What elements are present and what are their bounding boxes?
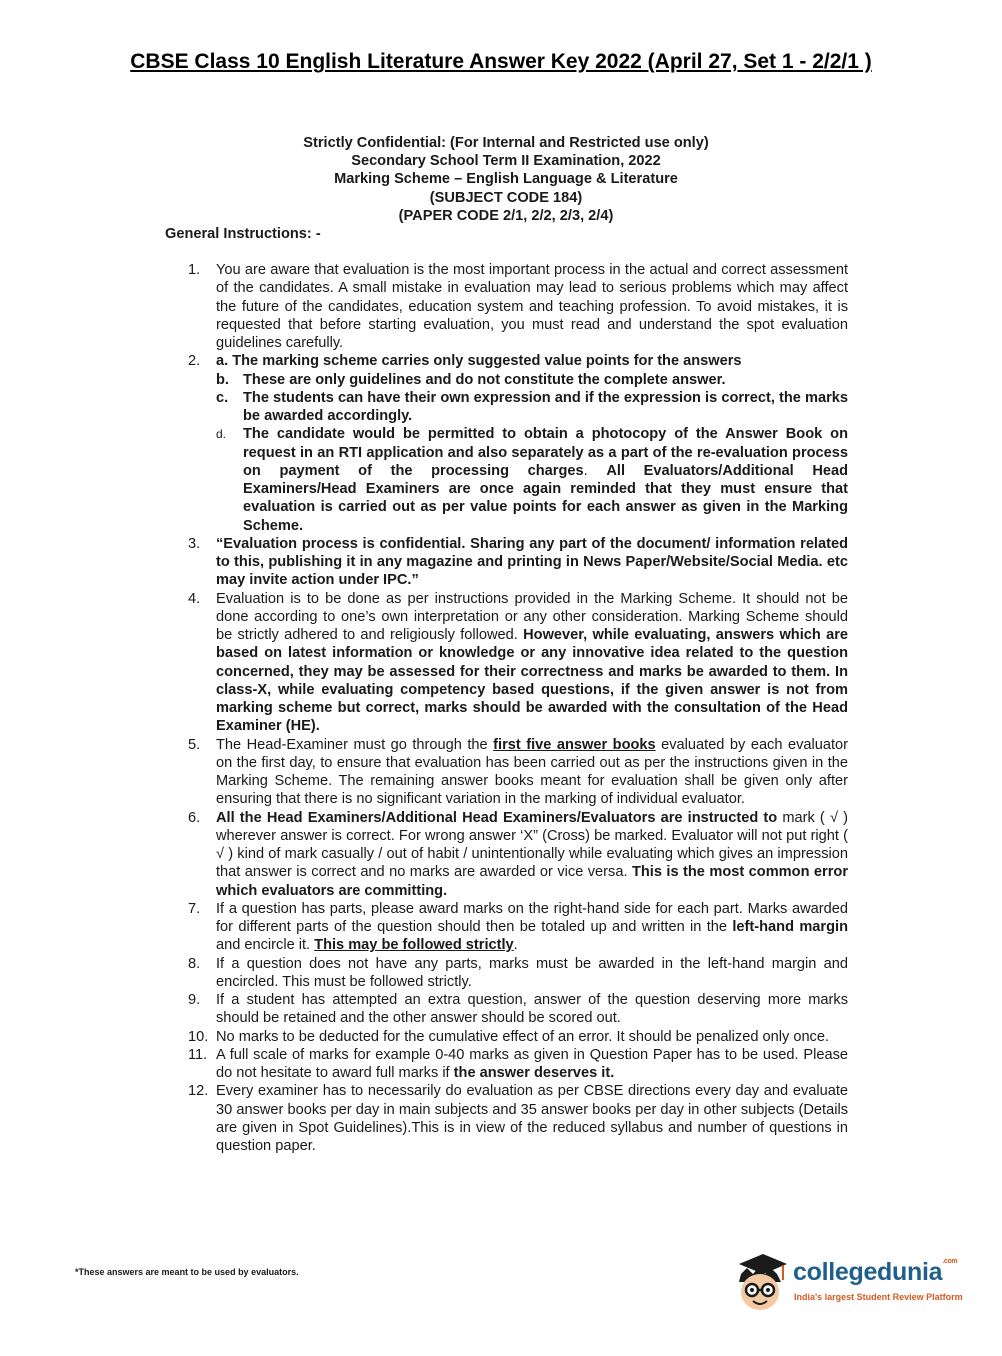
item-number: 11.	[188, 1046, 208, 1063]
collegedunia-logo[interactable]	[733, 1252, 963, 1318]
item-text: Every examiner has to necessarily do evaluation as per CBSE directions every day and evaluate 30 answer books per day in main subjects and 35 answer books per day in other subjects (Details are given in Spot Guidelines).This is in view of the reduced syllabus and number of questions in question paper.	[216, 1083, 848, 1154]
item-number: 1.	[188, 262, 201, 278]
list-item	[188, 1028, 848, 1046]
sub-item-d: d. The candidate would be permitted to obtain a photocopy of the Answer Book on request in an RTI application and also separately as a part of the re-evaluation process on payment of the processing charges. All Evaluators/Additional Head Examiners/Head Examiners are once again reminded that they must ensure that evaluation is carried out as per value points for each answer as given in the Marking Scheme.	[216, 426, 849, 534]
item-number: 12.	[188, 1083, 209, 1100]
general-instructions-heading: General Instructions: -	[165, 226, 321, 242]
list-item	[188, 352, 848, 535]
item-text: No marks to be deducted for the cumulative effect of an error. It should be penalized only once.	[216, 1028, 830, 1045]
document-title: CBSE Class 10 English Literature Answer Key 2022 (April 27, Set 1 - 2/2/1 )	[130, 50, 872, 73]
marking-scheme-header	[0, 134, 1002, 225]
item-number: 3.	[188, 535, 201, 552]
list-item	[188, 736, 848, 809]
list-item	[188, 1082, 848, 1155]
item-text: If a question does not have any parts, marks must be awarded in the left-hand margin and encircled. This must be followed strictly.	[216, 955, 848, 990]
item-text: A full scale of marks for example 0-40 marks as given in Question Paper has to be used. Please do not hesitate to award full marks if the answer deserves it.	[216, 1046, 848, 1081]
header-confidential: Strictly Confidential: (For Internal and Restricted use only)	[303, 135, 709, 151]
item-number: 4.	[188, 590, 201, 607]
item-number: 7.	[188, 900, 201, 917]
item-text: If a question has parts, please award marks on the right-hand side for each part. Marks awarded for different parts of the question should then be totaled up and written in the left-hand margin and encircle it. This may be followed strictly.	[216, 900, 848, 954]
list-item	[188, 900, 848, 955]
header-marking-scheme: Marking Scheme – English Language & Literature	[334, 171, 678, 188]
header-exam: Secondary School Term II Examination, 2022	[351, 153, 661, 170]
header-paper-code: (PAPER CODE 2/1, 2/2, 2/3, 2/4)	[398, 207, 614, 224]
sub-item-b: b. These are only guidelines and do not constitute the complete answer.	[216, 371, 726, 388]
item-number: 2.	[188, 353, 201, 370]
item-text: If a student has attempted an extra question, answer of the question deserving more marks should be retained and the other answer should be scored out.	[216, 992, 848, 1027]
list-item	[188, 1046, 848, 1083]
item-text: “Evaluation process is confidential. Sharing any part of the document/ information related to this, publishing it in any magazine and printing in News Paper/Website/Social Media. etc may invite action under IPC.”	[216, 535, 848, 589]
list-item	[188, 809, 848, 900]
logo-wordmark: collegedunia$^{.com}$	[793, 1258, 958, 1286]
instructions-list	[188, 261, 848, 1155]
list-item	[188, 991, 848, 1028]
sub-item-c: c. The students can have their own expression and if the expression is correct, the marks be awarded accordingly.	[216, 389, 848, 424]
item-number: 10.	[188, 1028, 209, 1045]
header-subject-code: (SUBJECT CODE 184)	[429, 189, 583, 206]
logo-tagline: India's largest Student Review Platform	[794, 1292, 963, 1302]
list-item	[188, 590, 848, 736]
item-text: Evaluation is to be done as per instructions provided in the Marking Scheme. It should not be done according to one’s own interpretation or any other consideration. Marking Scheme should be strictly adhered to and religiously followed. However, while evaluating, answers which are based on latest information or knowledge or any innovative idea related to the question concerned, they may be assessed for their correctness and marks be awarded to them. In class-X, while evaluating competency based questions, if the given answer is not from marking scheme but correct, marks should be awarded with the consultation of the Head Examiner (HE).	[216, 590, 848, 735]
item-text: The Head-Examiner must go through the first five answer books evaluated by each evaluator on the first day, to ensure that evaluation has been carried out as per the instructions given in the Marking Scheme. The remaining answer books meant for evaluation shall be given only after ensuring that there is no significant variation in the marking of individual evaluator.	[216, 736, 849, 808]
item-number: 6.	[188, 809, 201, 826]
item-number: 8.	[188, 955, 201, 972]
item-text: All the Head Examiners/Additional Head Examiners/Evaluators are instructed to mark ( √ ) wherever answer is correct. For wrong answer ‘X” (Cross) be marked. Evaluator will not put right ( √ ) kind of mark casually / out of habit / unintentionally while evaluating which gives an impression that answer is correct and no marks are awarded or vice versa. This is the most common error which evaluators are committing.	[216, 809, 848, 899]
list-item	[188, 955, 848, 992]
list-item	[188, 535, 848, 590]
item-number: 9.	[188, 992, 201, 1008]
sub-item-a: a. The marking scheme carries only suggested value points for the answers	[216, 353, 742, 370]
item-text: You are aware that evaluation is the most important process in the actual and correct assessment of the candidates. A small mistake in evaluation may lead to serious problems which may affect the future of the candidates, education system and teaching profession. To avoid mistakes, it is requested that before starting evaluation, you must read and understand the spot evaluation guidelines carefully.	[216, 262, 848, 351]
item-number: 5.	[188, 736, 201, 753]
student-mascot-icon	[733, 1252, 791, 1318]
list-item	[188, 261, 848, 352]
footer-note: *These answers are meant to be used by evaluators.	[75, 1267, 299, 1277]
